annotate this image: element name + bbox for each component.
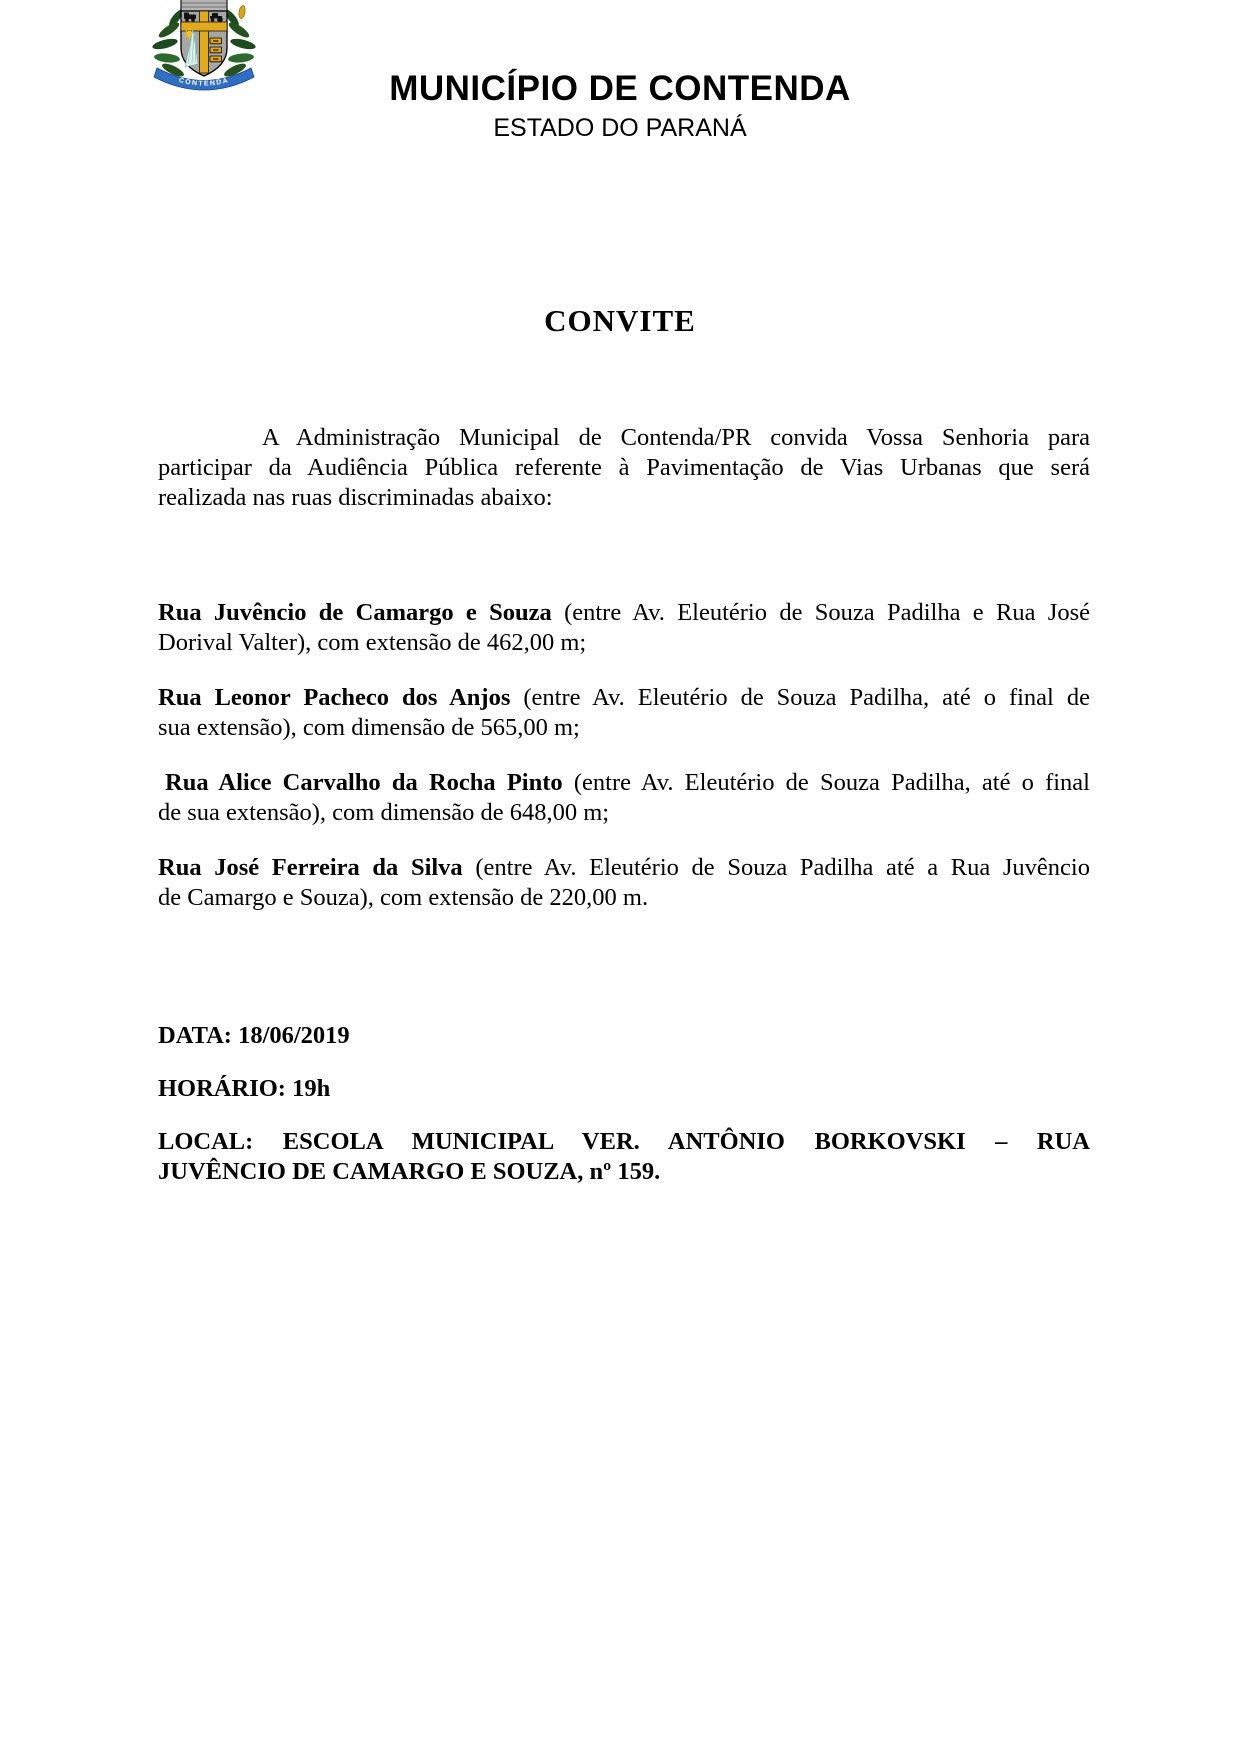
street-item <box>158 598 1090 658</box>
state-name: ESTADO DO PARANÁ <box>493 114 747 142</box>
street-line-1 <box>158 853 1090 883</box>
intro-line-1: A Administração Municipal de Contenda/PR convida Vossa Senhoria para <box>262 424 1090 451</box>
street-line-1 <box>158 768 1090 798</box>
street-name: Rua José Ferreira da Silva <box>158 854 463 881</box>
intro-line-2: participar da Audiência Pública referente à Pavimentação de Vias Urbanas que será <box>158 454 1090 481</box>
street-item <box>158 768 1090 828</box>
street-line-2: de sua extensão), com dimensão de 648,00 m; <box>158 799 610 826</box>
street-name: Rua Juvêncio de Camargo e Souza <box>158 599 552 626</box>
ribbon-text: CONTENDA <box>177 77 231 88</box>
corn-cob <box>238 5 246 19</box>
municipality-name: MUNICÍPIO DE CONTENDA <box>389 69 851 108</box>
plaques-charge <box>210 38 222 62</box>
street-line-2: de Camargo e Souza), com extensão de 220,00 m. <box>158 884 649 911</box>
street-item <box>158 853 1090 913</box>
document-title: CONVITE <box>544 303 696 338</box>
street-item <box>158 683 1090 743</box>
street-description: (entre Av. Eleutério de Souza Padilha, até o final de <box>510 684 1090 711</box>
street-name: Rua Alice Carvalho da Rocha Pinto <box>165 769 563 796</box>
event-details <box>158 1021 1090 1187</box>
street-line-1 <box>158 683 1090 713</box>
street-description: (entre Av. Eleutério de Souza Padilha e Rua José <box>551 599 1090 626</box>
street-line-1 <box>158 598 1090 628</box>
location-line-2: JUVÊNCIO DE CAMARGO E SOUZA, nº 159. <box>158 1158 661 1185</box>
intro-paragraph <box>158 423 1090 513</box>
event-location <box>158 1127 1090 1187</box>
event-date: DATA: 18/06/2019 <box>158 1022 350 1049</box>
location-line-1: LOCAL: ESCOLA MUNICIPAL VER. ANTÔNIO BORKOVSKI – RUA <box>158 1128 1090 1155</box>
street-list <box>158 598 1090 913</box>
street-description: (entre Av. Eleutério de Souza Padilha até a Rua Juvêncio <box>462 854 1090 881</box>
street-description: (entre Av. Eleutério de Souza Padilha, até o final <box>562 769 1090 796</box>
event-time: HORÁRIO: 19h <box>158 1075 331 1102</box>
intro-line-3: realizada nas ruas discriminadas abaixo: <box>158 484 553 511</box>
coat-of-arms-icon <box>143 0 265 100</box>
mural-crown <box>181 0 227 11</box>
street-line-2: Dorival Valter), com extensão de 462,00 m; <box>158 629 587 656</box>
street-line-2: sua extensão), com dimensão de 565,00 m; <box>158 714 580 741</box>
header <box>0 0 1240 211</box>
document-body <box>158 423 1090 1187</box>
street-name: Rua Leonor Pacheco dos Anjos <box>158 684 511 711</box>
